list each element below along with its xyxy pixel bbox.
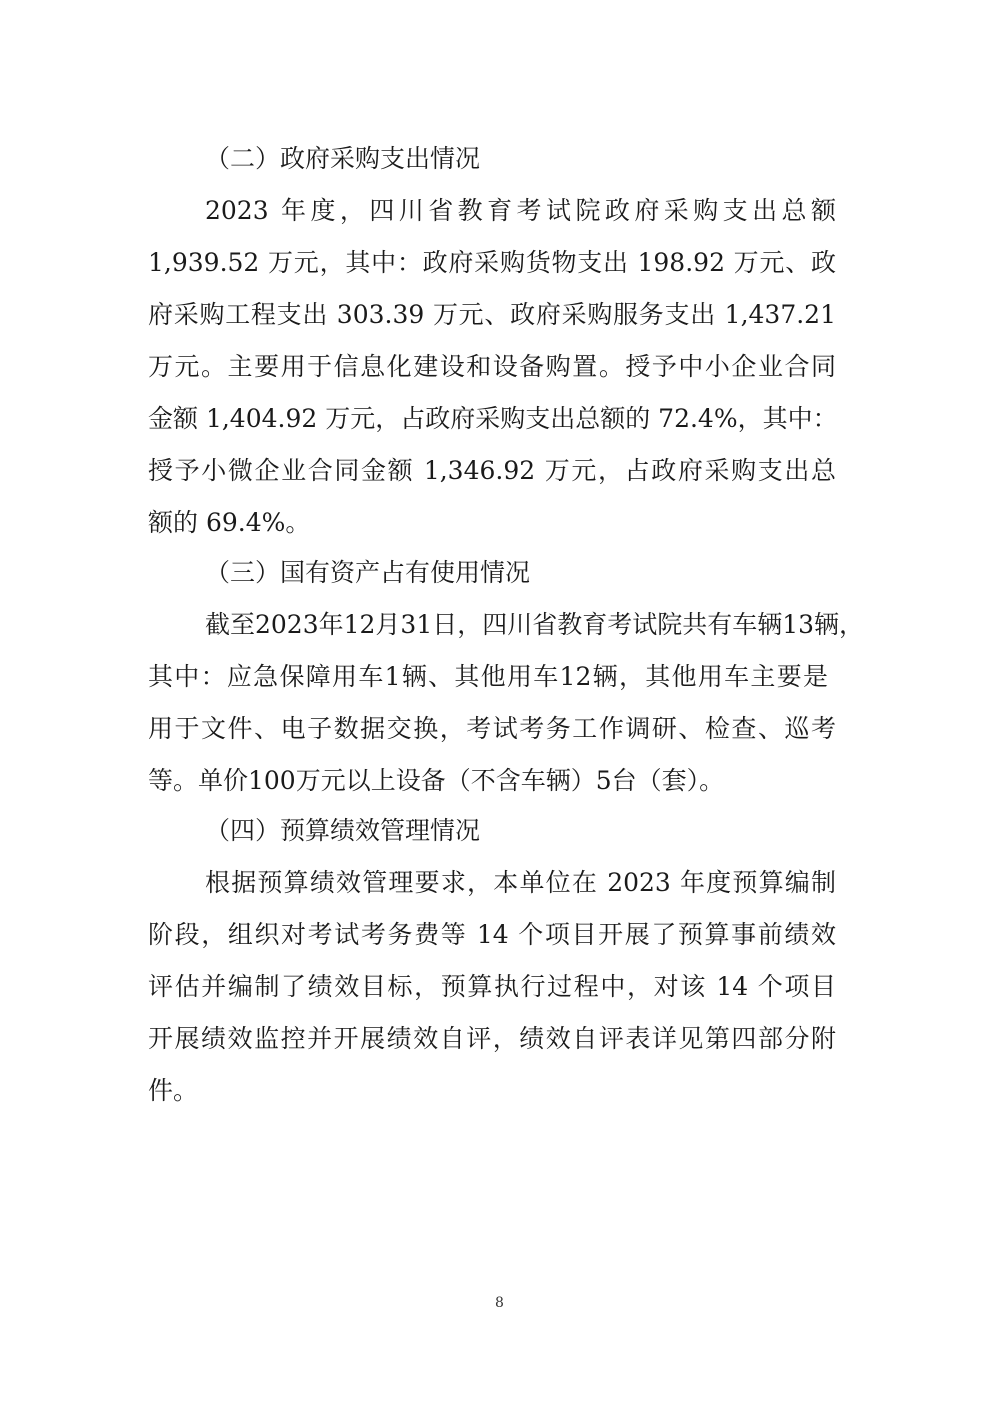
paragraph-line: 等。单价100万元以上设备（不含车辆）5台（套）。	[148, 766, 725, 795]
paragraph-line: 2023 年度，四川省教育考试院政府采购支出总额	[205, 196, 836, 225]
paragraph-line: 额的 69.4%。	[148, 508, 311, 537]
paragraph-line: 其中：应急保障用车1辆、其他用车12辆，其他用车主要是	[148, 662, 828, 691]
paragraph-line: 用于文件、电子数据交换，考试考务工作调研、检查、巡考	[148, 714, 836, 743]
paragraph-line: 件。	[148, 1076, 199, 1105]
paragraph-line: 截至2023年12月31日，四川省教育考试院共有车辆13辆，	[205, 610, 865, 639]
paragraph-line: 金额 1,404.92 万元，占政府采购支出总额的 72.4%，其中：	[148, 404, 838, 433]
paragraph-line: 府采购工程支出 303.39 万元、政府采购服务支出 1,437.21	[148, 300, 836, 329]
paragraph-line: 评估并编制了绩效目标，预算执行过程中，对该 14 个项目	[148, 972, 836, 1001]
paragraph-line: 万元。主要用于信息化建设和设备购置。授予中小企业合同	[148, 352, 836, 381]
paragraph-line: 1,939.52 万元，其中：政府采购货物支出 198.92 万元、政	[148, 248, 836, 277]
paragraph-line: 授予小微企业合同金额 1,346.92 万元，占政府采购支出总	[148, 456, 836, 485]
paragraph-line: 根据预算绩效管理要求，本单位在 2023 年度预算编制	[205, 868, 836, 897]
section-3-heading: （三）国有资产占有使用情况	[205, 558, 531, 587]
paragraph-line: 开展绩效监控并开展绩效自评，绩效自评表详见第四部分附	[148, 1024, 836, 1053]
section-2-heading: （二）政府采购支出情况	[205, 144, 481, 173]
paragraph-line: 阶段，组织对考试考务费等 14 个项目开展了预算事前绩效	[148, 920, 836, 949]
page-number: 8	[495, 1295, 504, 1311]
section-4-heading: （四）预算绩效管理情况	[205, 816, 481, 845]
